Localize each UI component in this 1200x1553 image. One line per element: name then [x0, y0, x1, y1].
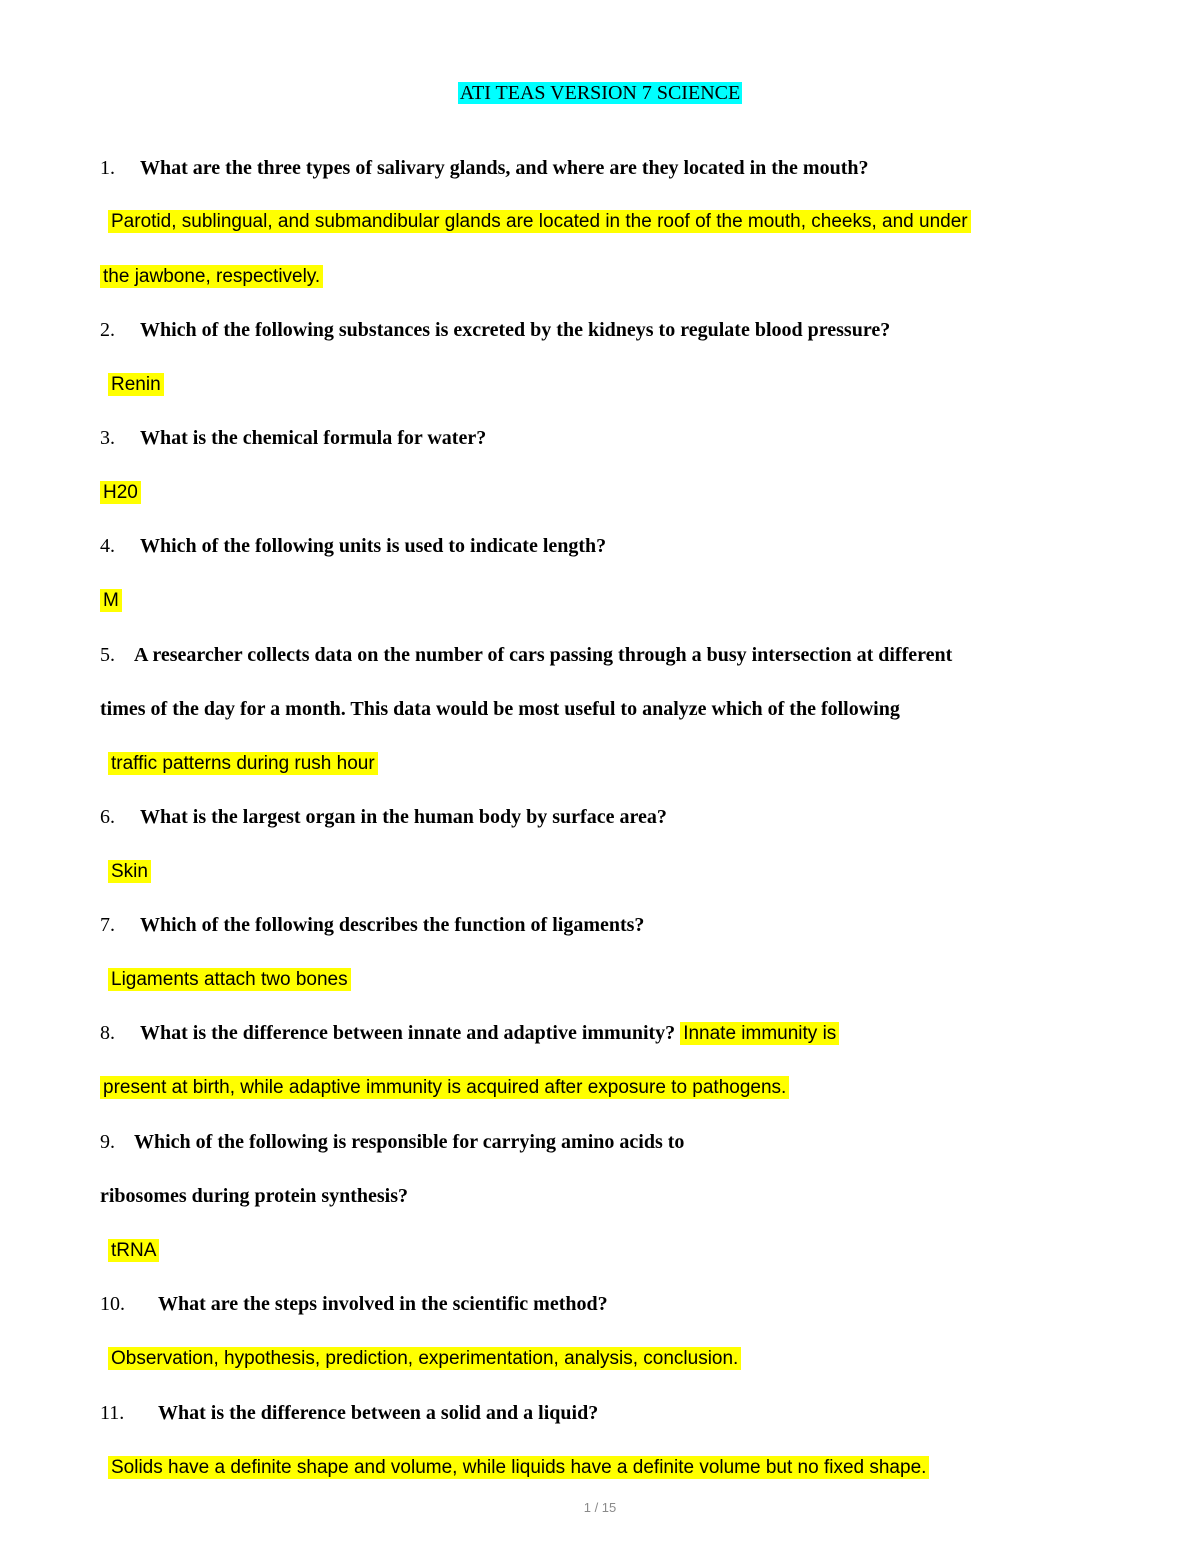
question-number: 7. [100, 914, 115, 936]
answer-7 [108, 967, 351, 992]
document-title-text: ATI TEAS VERSION 7 SCIENCE [459, 82, 741, 104]
answer-highlight: Parotid, sublingual, and submandibular glands are located in the roof of the mouth, cheeks, and under [108, 210, 971, 233]
question-5-line-1 [100, 643, 952, 667]
answer-9 [108, 1238, 159, 1263]
question-text: Which of the following substances is excreted by the kidneys to regulate blood pressure? [140, 319, 891, 341]
document-title [0, 80, 1200, 106]
answer-1-line-1 [108, 209, 971, 234]
question-7 [100, 913, 644, 937]
answer-highlight: H20 [100, 481, 141, 504]
question-text: ribosomes during protein synthesis? [100, 1185, 409, 1207]
answer-1-line-2 [100, 264, 323, 289]
answer-8-line-2 [100, 1075, 789, 1100]
answer-3 [100, 480, 141, 505]
question-text: Which of the following units is used to indicate length? [140, 535, 607, 557]
answer-4 [100, 588, 122, 613]
answer-5 [108, 751, 378, 776]
question-number: 4. [100, 535, 115, 557]
question-9-line-2 [100, 1184, 408, 1208]
question-text: What is the chemical formula for water? [140, 427, 487, 449]
question-1 [100, 156, 869, 180]
answer-2 [108, 372, 164, 397]
answer-highlight: the jawbone, respectively. [100, 265, 323, 288]
question-number: 5. [100, 644, 115, 666]
question-text: What is the difference between a solid and a liquid? [158, 1402, 599, 1424]
question-text: What are the steps involved in the scientific method? [158, 1293, 608, 1315]
question-text: A researcher collects data on the number of cars passing through a busy intersection at different [134, 644, 953, 666]
answer-highlight: Observation, hypothesis, prediction, experimentation, analysis, conclusion. [108, 1347, 741, 1370]
question-text: What is the largest organ in the human body by surface area? [140, 806, 667, 828]
answer-highlight: Ligaments attach two bones [108, 968, 351, 991]
question-text: times of the day for a month. This data would be most useful to analyze which of the following [100, 698, 900, 720]
question-5-line-2 [100, 697, 900, 721]
question-3 [100, 426, 486, 450]
question-number: 1. [100, 157, 115, 179]
question-number: 2. [100, 319, 115, 341]
answer-highlight: Innate immunity is [680, 1022, 839, 1045]
question-9-line-1 [100, 1130, 684, 1154]
question-8 [100, 1021, 839, 1046]
question-10 [100, 1292, 608, 1316]
question-11 [100, 1401, 598, 1425]
question-4 [100, 534, 606, 558]
answer-highlight: tRNA [108, 1239, 159, 1262]
answer-highlight: traffic patterns during rush hour [108, 752, 378, 775]
answer-highlight: Skin [108, 860, 151, 883]
question-text: What is the difference between innate and adaptive immunity? [140, 1022, 676, 1044]
answer-10 [108, 1346, 741, 1371]
question-number: 10. [100, 1293, 125, 1315]
question-number: 8. [100, 1022, 115, 1044]
answer-highlight: M [100, 589, 122, 612]
question-number: 3. [100, 427, 115, 449]
question-number: 9. [100, 1131, 115, 1153]
question-text: Which of the following is responsible for carrying amino acids to [134, 1131, 685, 1153]
answer-highlight: Renin [108, 373, 164, 396]
question-text: Which of the following describes the function of ligaments? [140, 914, 645, 936]
answer-highlight: present at birth, while adaptive immunity is acquired after exposure to pathogens. [100, 1076, 789, 1099]
question-number: 6. [100, 806, 115, 828]
answer-11 [108, 1455, 929, 1480]
question-6 [100, 805, 667, 829]
page-indicator: 1 / 15 [583, 1500, 617, 1515]
question-2 [100, 318, 890, 342]
question-text: What are the three types of salivary glands, and where are they located in the mouth? [140, 157, 869, 179]
answer-6 [108, 859, 151, 884]
answer-highlight: Solids have a definite shape and volume, while liquids have a definite volume but no fixed shape. [108, 1456, 929, 1479]
question-number: 11. [100, 1402, 125, 1424]
